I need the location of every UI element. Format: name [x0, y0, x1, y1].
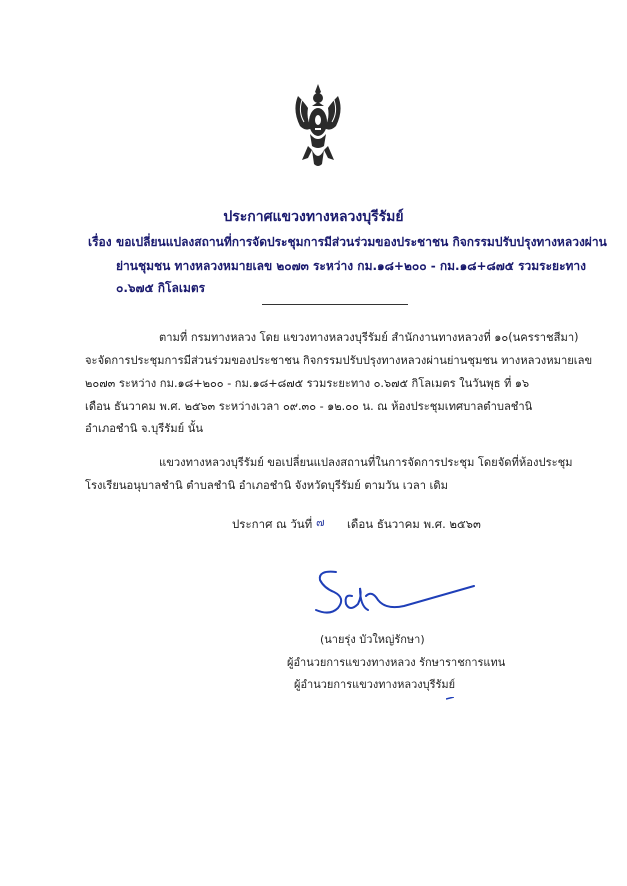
- body-line: ๒๐๗๓ ระหว่าง กม.๑๘+๒๐๐ - กม.๑๘+๘๗๕ รวมระยะทาง ๐.๖๗๕ กิโลเมตร ในวันพุธ ที่ ๑๖: [85, 377, 530, 390]
- garuda-emblem-icon: [288, 82, 348, 170]
- signer-name: (นายรุ่ง บัวใหญ่รักษา): [320, 633, 425, 646]
- signature-image: [308, 566, 478, 624]
- divider-line: [262, 304, 408, 305]
- ink-mark: [446, 697, 454, 700]
- signer-title-acting: ผู้อำนวยการแขวงทางหลวง รักษาราชการแทน: [287, 656, 506, 669]
- subject-line: ขอเปลี่ยนแปลงสถานที่การจัดประชุมการมีส่วนร่วมของประชาชน กิจกรรมปรับปรุงทางหลวงผ่าน: [116, 235, 607, 249]
- subject-line: ย่านชุมชน ทางหลวงหมายเลข ๒๐๗๓ ระหว่าง กม.๑๘+๒๐๐ - กม.๑๘+๘๗๕ รวมระยะทาง: [116, 259, 587, 273]
- date-day: ๗: [316, 515, 325, 529]
- subject-line: ๐.๖๗๕ กิโลเมตร: [116, 281, 206, 295]
- body-line: แขวงทางหลวงบุรีรัมย์ ขอเปลี่ยนแปลงสถานที่ในการจัดการประชุม โดยจัดที่ห้องประชุม: [159, 456, 573, 469]
- body-line: จะจัดการประชุมการมีส่วนร่วมของประชาชน กิจกรรมปรับปรุงทางหลวงผ่านย่านชุมชน ทางหลวงหมายเลข: [85, 354, 593, 367]
- subject-label: เรื่อง: [88, 235, 112, 249]
- signer-title: ผู้อำนวยการแขวงทางหลวงบุรีรัมย์: [294, 678, 456, 691]
- announcement-heading: ประกาศแขวงทางหลวงบุรีรัมย์: [223, 209, 404, 225]
- body-line: โรงเรียนอนุบาลชำนิ ตำบลชำนิ อำเภอชำนิ จังหวัดบุรีรัมย์ ตามวัน เวลา เดิม: [85, 479, 448, 492]
- body-line: เดือน ธันวาคม พ.ศ. ๒๕๖๓ ระหว่างเวลา ๐๙.๓๐ - ๑๒.๐๐ น. ณ ห้องประชุมเทศบาลตำบลชำนิ: [85, 400, 533, 413]
- body-line: อำเภอชำนิ จ.บุรีรัมย์ นั้น: [85, 422, 204, 435]
- body-line: ตามที่ กรมทางหลวง โดย แขวงทางหลวงบุรีรัมย์ สำนักงานทางหลวงที่ ๑๐(นครราชสีมา): [159, 331, 579, 344]
- date-prefix: ประกาศ ณ วันที่: [232, 517, 313, 531]
- date-month-year: เดือน ธันวาคม พ.ศ. ๒๕๖๓: [347, 517, 481, 531]
